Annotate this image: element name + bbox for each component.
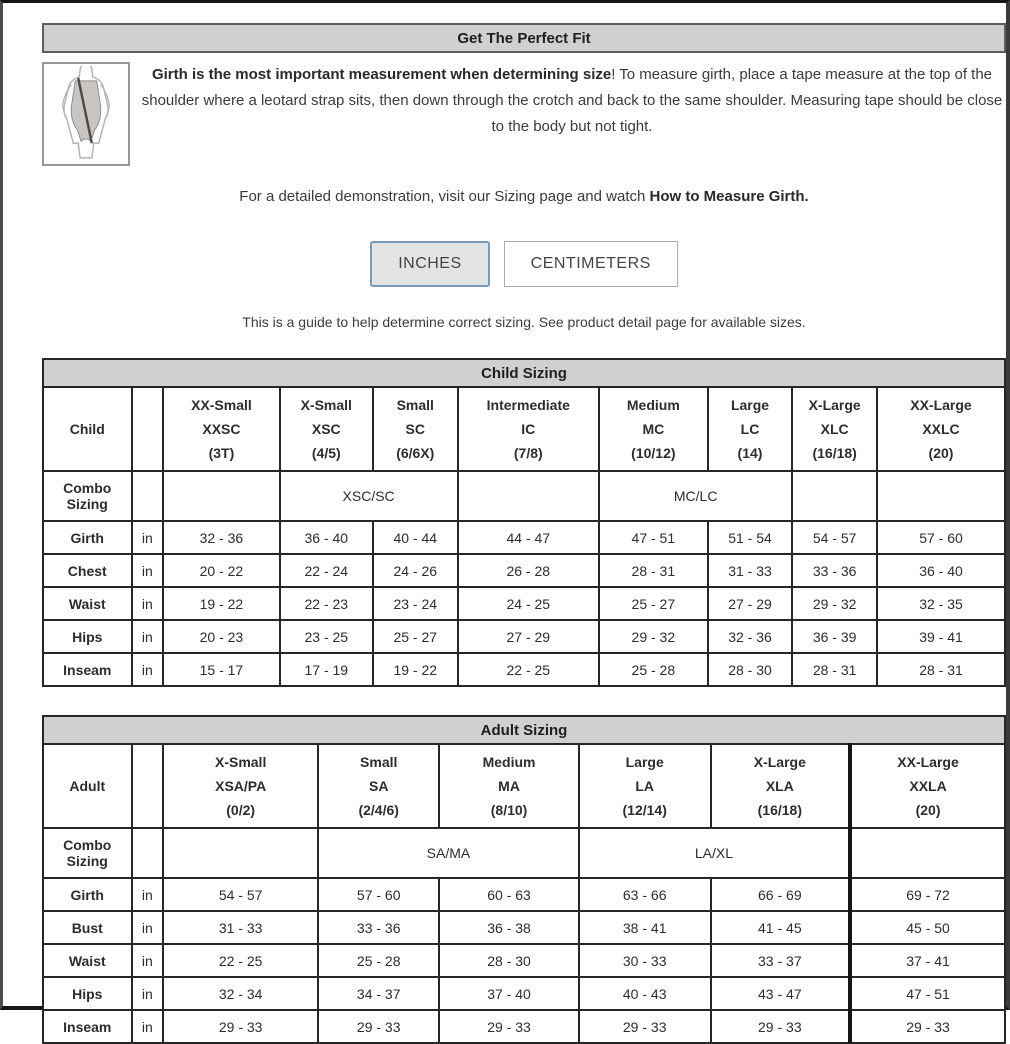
- value-cell: 47 - 51: [599, 521, 708, 554]
- col-name: X-Large: [753, 754, 806, 770]
- child-table-title: Child Sizing: [43, 359, 1005, 387]
- child-col-large: [708, 387, 793, 471]
- col-range: (6/6X): [396, 445, 435, 461]
- value-cell: 25 - 27: [599, 587, 708, 620]
- col-code: XSA/PA: [215, 778, 267, 794]
- value-cell: 27 - 29: [458, 620, 599, 653]
- col-range: (3T): [208, 445, 235, 461]
- adult-col-xx-large: [850, 744, 1005, 828]
- inches-button-label: INCHES: [398, 255, 462, 272]
- value-cell: 38 - 41: [579, 911, 711, 944]
- adult-combo-la-xl: LA/XL: [579, 828, 850, 878]
- value-cell: 28 - 30: [439, 944, 578, 977]
- unit-cell: in: [132, 977, 164, 1010]
- sizing-note: This is a guide to help determine correct sizing. See product detail page for available sizes.: [242, 314, 806, 330]
- value-cell: 23 - 25: [280, 620, 373, 653]
- value-cell: 29 - 33: [439, 1010, 578, 1043]
- col-code: SC: [405, 421, 425, 437]
- row-label: Waist: [43, 944, 132, 977]
- child-chest-row: [43, 554, 1005, 587]
- row-label: Chest: [43, 554, 132, 587]
- value-cell: 66 - 69: [711, 878, 850, 911]
- value-cell: 51 - 54: [708, 521, 793, 554]
- adult-col-x-small: [163, 744, 318, 828]
- child-combo-xsc-sc: XSC/SC: [280, 471, 458, 521]
- child-girth-row: [43, 521, 1005, 554]
- value-cell: 36 - 40: [877, 554, 1005, 587]
- adult-waist-row: [43, 944, 1005, 977]
- unit-cell: in: [132, 587, 164, 620]
- page-content: [42, 23, 1006, 1044]
- value-cell: 23 - 24: [373, 587, 458, 620]
- value-cell: 29 - 33: [318, 1010, 439, 1043]
- col-name: XX-Small: [191, 397, 252, 413]
- col-code: MC: [642, 421, 665, 437]
- col-code: XSC: [311, 421, 341, 437]
- value-cell: 29 - 33: [711, 1010, 850, 1043]
- value-cell: 25 - 28: [318, 944, 439, 977]
- value-cell: 32 - 36: [163, 521, 279, 554]
- col-name: Medium: [626, 397, 680, 413]
- centimeters-button-label: CENTIMETERS: [530, 255, 651, 272]
- col-code: LA: [635, 778, 655, 794]
- child-inseam-row: [43, 653, 1005, 686]
- col-range: (7/8): [513, 445, 543, 461]
- col-code: SA: [368, 778, 389, 794]
- child-col-intermediate: [458, 387, 599, 471]
- col-range: (4/5): [311, 445, 341, 461]
- unit-cell: in: [132, 878, 164, 911]
- value-cell: 27 - 29: [708, 587, 793, 620]
- col-code: LC: [740, 421, 760, 437]
- value-cell: 32 - 34: [163, 977, 318, 1010]
- unit-cell: in: [132, 653, 164, 686]
- value-cell: 22 - 25: [458, 653, 599, 686]
- adult-col-medium: [439, 744, 578, 828]
- adult-sizing-table: [42, 715, 1006, 1044]
- value-cell: 57 - 60: [318, 878, 439, 911]
- row-label: Hips: [43, 977, 132, 1010]
- col-code: XXLC: [922, 421, 960, 437]
- page-title-text: Get The Perfect Fit: [457, 29, 591, 47]
- combo-sizing-label: Combo Sizing: [43, 828, 132, 878]
- value-cell: 25 - 28: [599, 653, 708, 686]
- unit-cell: in: [132, 1010, 164, 1043]
- centimeters-button[interactable]: [504, 241, 678, 287]
- girth-instructions-bold: Girth is the most important measurement when determining size: [151, 66, 612, 83]
- girth-instructions-rest: ! To measure girth, place a tape measure at the top of the shoulder where a leotard strap sits, then down through the crotch and back to the same shoulder. Measuring tape should be close to the body but not tight.: [141, 66, 1003, 135]
- col-range: (16/18): [812, 445, 857, 461]
- value-cell: 36 - 39: [792, 620, 877, 653]
- row-label: Waist: [43, 587, 132, 620]
- col-range: (20): [928, 445, 954, 461]
- value-cell: 41 - 45: [711, 911, 850, 944]
- col-range: (2/4/6): [358, 802, 399, 818]
- unit-cell: in: [132, 911, 164, 944]
- girth-info-section: [42, 62, 1006, 166]
- value-cell: 28 - 31: [792, 653, 877, 686]
- child-table-header-row: [43, 387, 1005, 471]
- col-range: (14): [737, 445, 763, 461]
- child-col-small: [373, 387, 458, 471]
- empty-cell: [132, 471, 164, 521]
- value-cell: 30 - 33: [579, 944, 711, 977]
- row-label: Girth: [43, 878, 132, 911]
- empty-cell: [132, 828, 164, 878]
- unit-cell: in: [132, 521, 164, 554]
- adult-combo-sa-ma: SA/MA: [318, 828, 579, 878]
- child-combo-mc-lc: MC/LC: [599, 471, 792, 521]
- value-cell: 34 - 37: [318, 977, 439, 1010]
- row-label: Hips: [43, 620, 132, 653]
- col-name: Small: [360, 754, 398, 770]
- value-cell: 20 - 22: [163, 554, 279, 587]
- col-range: (12/14): [622, 802, 667, 818]
- value-cell: 43 - 47: [711, 977, 850, 1010]
- col-name: XX-Large: [910, 397, 972, 413]
- child-col-x-large: [792, 387, 877, 471]
- value-cell: 54 - 57: [163, 878, 318, 911]
- col-range: (8/10): [490, 802, 528, 818]
- demo-text: For a detailed demonstration, visit our Sizing page and watch: [239, 188, 650, 205]
- value-cell: 24 - 26: [373, 554, 458, 587]
- demo-line: [42, 188, 1006, 205]
- col-code: XLC: [820, 421, 849, 437]
- row-label: Girth: [43, 521, 132, 554]
- col-range: (10/12): [631, 445, 676, 461]
- col-range: (20): [915, 802, 941, 818]
- value-cell: 22 - 24: [280, 554, 373, 587]
- col-name: Medium: [482, 754, 536, 770]
- adult-girth-row: [43, 878, 1005, 911]
- value-cell: 47 - 51: [850, 977, 1005, 1010]
- adult-col-x-large: [711, 744, 850, 828]
- value-cell: 19 - 22: [163, 587, 279, 620]
- value-cell: 54 - 57: [792, 521, 877, 554]
- child-col-xx-large: [877, 387, 1005, 471]
- value-cell: 28 - 30: [708, 653, 793, 686]
- value-cell: 36 - 38: [439, 911, 578, 944]
- empty-cell: [163, 828, 318, 878]
- value-cell: 29 - 32: [599, 620, 708, 653]
- child-col-xx-small: [163, 387, 279, 471]
- row-label: Inseam: [43, 653, 132, 686]
- leotard-measurement-illustration: [42, 62, 130, 166]
- value-cell: 40 - 44: [373, 521, 458, 554]
- value-cell: 33 - 37: [711, 944, 850, 977]
- col-name: Large: [625, 754, 664, 770]
- adult-table-header-row: [43, 744, 1005, 828]
- adult-col-large: [579, 744, 711, 828]
- empty-cell: [163, 471, 279, 521]
- value-cell: 37 - 40: [439, 977, 578, 1010]
- value-cell: 26 - 28: [458, 554, 599, 587]
- value-cell: 69 - 72: [850, 878, 1005, 911]
- adult-inseam-row: [43, 1010, 1005, 1043]
- demo-bold-text: How to Measure Girth.: [649, 188, 809, 205]
- value-cell: 45 - 50: [850, 911, 1005, 944]
- adult-hips-row: [43, 977, 1005, 1010]
- value-cell: 40 - 43: [579, 977, 711, 1010]
- value-cell: 28 - 31: [877, 653, 1005, 686]
- col-name: X-Small: [214, 754, 267, 770]
- adult-bust-row: [43, 911, 1005, 944]
- value-cell: 32 - 35: [877, 587, 1005, 620]
- col-code: IC: [521, 421, 536, 437]
- empty-cell: [850, 828, 1005, 878]
- child-waist-row: [43, 587, 1005, 620]
- value-cell: 29 - 33: [579, 1010, 711, 1043]
- inches-button[interactable]: [370, 241, 489, 287]
- empty-cell: [458, 471, 599, 521]
- col-name: X-Small: [300, 397, 352, 413]
- value-cell: 31 - 33: [708, 554, 793, 587]
- row-label: Bust: [43, 911, 132, 944]
- child-col-x-small: [280, 387, 373, 471]
- adult-table-title: Adult Sizing: [43, 716, 1005, 744]
- value-cell: 29 - 33: [850, 1010, 1005, 1043]
- value-cell: 60 - 63: [439, 878, 578, 911]
- value-cell: 17 - 19: [280, 653, 373, 686]
- col-name: Large: [730, 397, 770, 413]
- value-cell: 63 - 66: [579, 878, 711, 911]
- unit-cell: in: [132, 944, 164, 977]
- girth-instructions: [138, 62, 1006, 166]
- value-cell: 37 - 41: [850, 944, 1005, 977]
- value-cell: 24 - 25: [458, 587, 599, 620]
- value-cell: 22 - 23: [280, 587, 373, 620]
- col-name: Intermediate: [486, 397, 570, 413]
- col-name: XX-Large: [897, 754, 959, 770]
- unit-toggle: [42, 241, 1006, 287]
- col-code: XXLA: [909, 778, 947, 794]
- value-cell: 22 - 25: [163, 944, 318, 977]
- unit-header-cell: [132, 387, 164, 471]
- col-code: XXSC: [202, 421, 241, 437]
- child-table-title-row: [43, 359, 1005, 387]
- value-cell: 33 - 36: [792, 554, 877, 587]
- value-cell: 39 - 41: [877, 620, 1005, 653]
- adult-row-header: Adult: [43, 744, 132, 828]
- value-cell: 29 - 33: [163, 1010, 318, 1043]
- child-sizing-table: [42, 358, 1006, 687]
- value-cell: 28 - 31: [599, 554, 708, 587]
- col-name: Small: [396, 397, 434, 413]
- col-code: MA: [498, 778, 520, 794]
- value-cell: 31 - 33: [163, 911, 318, 944]
- col-range: (16/18): [757, 802, 802, 818]
- col-code: XLA: [765, 778, 794, 794]
- value-cell: 33 - 36: [318, 911, 439, 944]
- value-cell: 32 - 36: [708, 620, 793, 653]
- value-cell: 19 - 22: [373, 653, 458, 686]
- page-title: [42, 23, 1006, 53]
- unit-header-cell: [132, 744, 164, 828]
- child-row-header: Child: [43, 387, 132, 471]
- empty-cell: [792, 471, 877, 521]
- child-combo-row: [43, 471, 1005, 521]
- adult-table-title-row: [43, 716, 1005, 744]
- value-cell: 29 - 32: [792, 587, 877, 620]
- value-cell: 36 - 40: [280, 521, 373, 554]
- child-col-medium: [599, 387, 708, 471]
- leotard-figure-icon: [48, 66, 124, 162]
- adult-col-small: [318, 744, 439, 828]
- col-range: (0/2): [226, 802, 256, 818]
- child-hips-row: [43, 620, 1005, 653]
- adult-combo-row: [43, 828, 1005, 878]
- col-name: X-Large: [808, 397, 861, 413]
- value-cell: 25 - 27: [373, 620, 458, 653]
- combo-sizing-label: Combo Sizing: [43, 471, 132, 521]
- unit-cell: in: [132, 620, 164, 653]
- value-cell: 15 - 17: [163, 653, 279, 686]
- value-cell: 20 - 23: [163, 620, 279, 653]
- value-cell: 57 - 60: [877, 521, 1005, 554]
- empty-cell: [877, 471, 1005, 521]
- unit-cell: in: [132, 554, 164, 587]
- value-cell: 44 - 47: [458, 521, 599, 554]
- row-label: Inseam: [43, 1010, 132, 1043]
